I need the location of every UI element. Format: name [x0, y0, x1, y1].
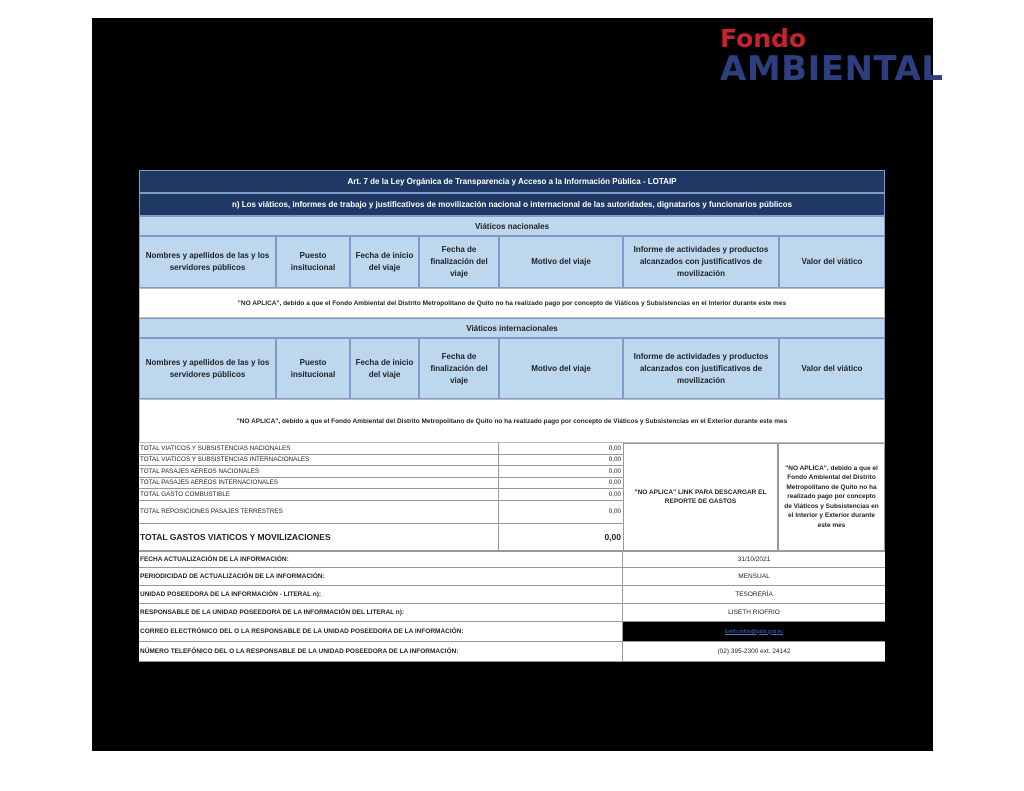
total-value: 0,00	[608, 490, 621, 498]
header-row-internacionales	[139, 338, 885, 399]
col-motivo: Motivo del viaje	[499, 338, 623, 399]
col-motivo: Motivo del viaje	[499, 236, 623, 288]
total-value: 0,00	[608, 479, 621, 487]
email-link[interactable]: liseth.riofrio@quito.gob.ec	[623, 622, 885, 641]
internacionales-na-note: "NO APLICA", debido a que el Fondo Ambiental del Distrito Metropolitano de Quito no ha realizado pago por concepto de Viáticos y Subsistencias en el Exterior durante este mes	[139, 399, 885, 443]
total-row	[139, 478, 623, 490]
total-value: 0,00	[608, 444, 621, 452]
col-valor: Valor del viático	[779, 236, 885, 288]
lotaip-sheet	[139, 170, 885, 662]
section-nacionales: Viáticos nacionales	[139, 216, 885, 236]
sheet-title: Art. 7 de la Ley Orgánica de Transparencia y Acceso a la Información Pública - LOTAIP	[139, 170, 885, 193]
total-label: TOTAL VIATICOS Y SUBSISTENCIAS INTERNACIONALES	[139, 455, 499, 466]
logo-line1: Fondo	[720, 24, 807, 53]
info-label: RESPONSABLE DE LA UNIDAD POSEEDORA DE LA INFORMACIÓN DEL LITERAL n):	[139, 604, 623, 621]
nacionales-na-note: "NO APLICA", debido a que el Fondo Ambiental del Distrito Metropolitano de Quito no ha realizado pago por concepto de Viáticos y Subsistencias en el Interior durante este mes	[139, 288, 885, 318]
info-label: NÚMERO TELEFÓNICO DEL O LA RESPONSABLE DE LA UNIDAD POSEEDORA DE LA INFORMACIÓN:	[139, 642, 623, 661]
col-nombres: Nombres y apellidos de las y los servidores públicos	[139, 236, 276, 288]
download-report-link[interactable]: "NO APLICA" LINK PARA DESCARGAR EL REPORTE DE GASTOS	[623, 443, 778, 551]
col-fecha-inicio: Fecha de inicio del viaje	[350, 236, 419, 288]
info-row	[139, 551, 885, 568]
col-informe: Informe de actividades y productos alcanzados con justificativos de movilización	[623, 338, 779, 399]
total-row	[139, 501, 623, 525]
info-row	[139, 604, 885, 622]
total-row	[139, 455, 623, 467]
total-value: 0,00	[608, 456, 621, 464]
info-value: (02) 395-2300 ext. 24142	[717, 648, 791, 655]
total-value: 0,00	[608, 508, 621, 516]
info-row	[139, 642, 885, 662]
col-nombres: Nombres y apellidos de las y los servidores públicos	[139, 338, 276, 399]
total-label: TOTAL PASAJES AEREOS INTERNACIONALES	[139, 478, 499, 489]
total-label: TOTAL GASTO COMBUSTIBLE	[139, 489, 499, 500]
section-internacionales: Viáticos internacionales	[139, 318, 885, 338]
header-row-nacionales	[139, 236, 885, 288]
grand-total-label: TOTAL GASTOS VIATICOS Y MOVILIZACIONES	[139, 524, 499, 550]
info-value: MENSUAL	[738, 573, 770, 580]
col-puesto: Puesto insitucional	[276, 236, 350, 288]
total-label: TOTAL REPOSICIONES PASAJES TERRESTRES	[139, 501, 499, 524]
total-label: TOTAL PASAJES AEREOS NACIONALES	[139, 466, 499, 477]
col-fecha-inicio: Fecha de inicio del viaje	[350, 338, 419, 399]
info-value: TESORERÍA	[735, 591, 773, 598]
sheet-subtitle: n) Los viáticos, informes de trabajo y justificativos de movilización nacional o internacional de las autoridades, dignatarios y funcionarios públicos	[139, 193, 885, 216]
info-row	[139, 622, 885, 642]
total-value: 0,00	[608, 467, 621, 475]
info-label: CORREO ELECTRÓNICO DEL O LA RESPONSABLE DE LA UNIDAD POSEEDORA DE LA INFORMACIÓN:	[139, 622, 623, 641]
total-label: TOTAL VIATICOS Y SUBSISTENCIAS NACIONALES	[139, 443, 499, 454]
col-puesto: Puesto insitucional	[276, 338, 350, 399]
fondo-ambiental-logo	[720, 24, 944, 89]
info-value: 31/10/2021	[737, 556, 771, 563]
logo-line2: AMBIENTAL	[720, 49, 944, 89]
col-fecha-fin: Fecha de finalización del viaje	[419, 338, 499, 399]
info-label: PERIODICIDAD DE ACTUALIZACIÓN DE LA INFORMACIÓN:	[139, 568, 623, 585]
total-row	[139, 489, 623, 501]
total-row	[139, 443, 623, 455]
side-na-note: "NO APLICA", debido a que el Fondo Ambiental del Distrito Metropolitano de Quito no ha realizado pago por concepto de Viáticos y Subsistencias en el Interior y Exterior durante este mes	[778, 443, 885, 551]
grand-total-value: 0,00	[604, 532, 621, 542]
col-valor: Valor del viático	[779, 338, 885, 399]
col-fecha-fin: Fecha de finalización del viaje	[419, 236, 499, 288]
total-row	[139, 466, 623, 478]
totals-block	[139, 443, 885, 551]
info-row	[139, 568, 885, 586]
info-row	[139, 586, 885, 604]
info-label: UNIDAD POSEEDORA DE LA INFORMACIÓN - LITERAL n):	[139, 586, 623, 603]
info-label: FECHA ACTUALIZACIÓN DE LA INFORMACIÓN:	[139, 552, 623, 567]
grand-total-row	[139, 524, 623, 551]
info-value: LISETH RIOFRIO	[728, 609, 780, 616]
col-informe: Informe de actividades y productos alcanzados con justificativos de movilización	[623, 236, 779, 288]
